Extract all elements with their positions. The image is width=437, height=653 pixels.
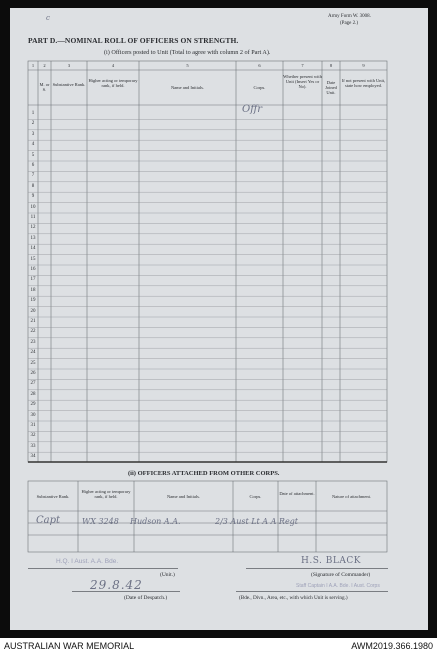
header-date-joined: Date Joined Unit. (325, 80, 337, 95)
unit-line (28, 568, 178, 569)
t2-entry-rank: Capt (36, 515, 61, 526)
row-number: 24 (30, 350, 36, 356)
row-number: 18 (30, 287, 36, 293)
row-number: 31 (30, 423, 36, 428)
row-number: 12 (30, 225, 36, 231)
header-corps: Corps. (253, 85, 266, 90)
form-page (10, 8, 428, 630)
commander-signature: H.S. BLACK (301, 556, 361, 566)
row-number: 15 (30, 256, 36, 262)
bde-line (236, 591, 388, 592)
row-number: 29 (30, 402, 36, 408)
t2-entry-name: Hudson A.A. (130, 517, 181, 526)
despatch-date-handwritten: 29.8.42 (90, 578, 143, 592)
corner-mark: c (46, 14, 50, 22)
row-number: 17 (30, 277, 36, 283)
header-how-employed: If not present with Unit, state how employed. (341, 78, 386, 88)
row-number: 5 (31, 152, 35, 158)
t2-header-date-attachment: Date of attachment. (279, 491, 315, 496)
army-form-number: Army Form W. 3008. (328, 14, 371, 19)
col-number-1: 1 (31, 63, 35, 68)
t2-header-corps: Corps. (249, 494, 262, 499)
row-number: 3 (31, 131, 35, 137)
row-number: 8 (31, 183, 35, 189)
row-number: 22 (30, 329, 36, 335)
row-number: 7 (31, 173, 35, 179)
page-reference: (Page 2.) (340, 21, 359, 26)
row-number: 16 (30, 267, 36, 272)
row-number: 32 (30, 433, 36, 439)
unit-stamp: H.Q. I Aust. A.A. Bde. (56, 558, 119, 565)
signature-label: (Signature of Commander) (311, 572, 371, 578)
row-number: 30 (30, 412, 36, 418)
t2-header-substantive-rank: Substantive Rank. (36, 494, 70, 499)
unit-label: (Unit.) (160, 572, 175, 578)
col-number-7: 7 (301, 63, 304, 68)
date-label: (Date of Despatch.) (124, 595, 168, 601)
col-number-8: 8 (329, 63, 333, 68)
t2-header-higher-rank: Higher acting or temporary rank, if held. (81, 489, 131, 499)
t2-entry-corps: 2/3 Aust Lt A A Regt (215, 517, 299, 526)
header-m-or-s: M. or S. (39, 82, 50, 92)
col-number-5: 5 (186, 63, 189, 68)
t2-header-name-initials: Name and Initials. (166, 494, 201, 499)
row-number: 25 (30, 360, 36, 366)
signature-line (246, 568, 388, 569)
row-number: 6 (31, 163, 35, 168)
staff-captain-stamp: Staff Captain I A.A. Bde. I Aust. Corps (296, 583, 380, 589)
row-number: 9 (31, 194, 35, 200)
archive-name: AUSTRALIAN WAR MEMORIAL (4, 641, 135, 651)
row-number: 21 (30, 319, 36, 324)
row-number: 14 (30, 246, 36, 252)
row-number: 4 (31, 142, 35, 148)
bde-label: (Bde., Divn., Area, etc., with which Unit is serving.) (239, 595, 348, 601)
col-number-6: 6 (258, 63, 261, 68)
t2-entry-number: WX 3248 (82, 517, 119, 526)
header-higher-rank: Higher acting or temporary rank, if held. (88, 78, 138, 88)
row-number: 13 (30, 235, 36, 241)
header-present-with-unit: Whether present with Unit (Insert Yes or No). (283, 74, 322, 89)
archive-footer (0, 638, 437, 653)
section-title-officers-posted: (i) Officers posted to Unit (Total to agree with column 2 of Part A). (104, 49, 271, 56)
row-number: 10 (30, 204, 36, 210)
col-number-4: 4 (111, 63, 115, 68)
t2-header-nature-attachment: Nature of attachment. (331, 494, 372, 499)
archive-reference: AWM2019.366.1980 (351, 641, 433, 651)
table2-grid (10, 8, 428, 630)
section-title-attached-officers: (ii) OFFICERS ATTACHED FROM OTHER CORPS. (128, 470, 280, 477)
corps-entry-handwritten: Offr (242, 104, 263, 115)
row-number: 19 (30, 298, 36, 304)
row-number: 1 (31, 111, 35, 116)
row-number: 20 (30, 308, 36, 314)
header-name-initials: Name and Initials. (170, 85, 205, 90)
date-line (72, 591, 180, 592)
row-number: 2 (31, 121, 35, 127)
part-title: PART D.—NOMINAL ROLL OF OFFICERS ON STRENGTH. (28, 36, 239, 45)
row-number: 27 (30, 381, 36, 387)
row-number: 11 (30, 215, 36, 220)
row-number: 23 (30, 339, 36, 345)
row-number: 33 (30, 443, 36, 449)
col-number-9: 9 (362, 63, 365, 68)
header-substantive-rank: Substantive Rank. (52, 82, 86, 87)
col-number-3: 3 (67, 63, 71, 68)
row-number: 34 (30, 454, 36, 460)
row-number: 28 (30, 391, 36, 397)
col-number-2: 2 (43, 63, 46, 68)
row-number: 26 (30, 371, 36, 376)
